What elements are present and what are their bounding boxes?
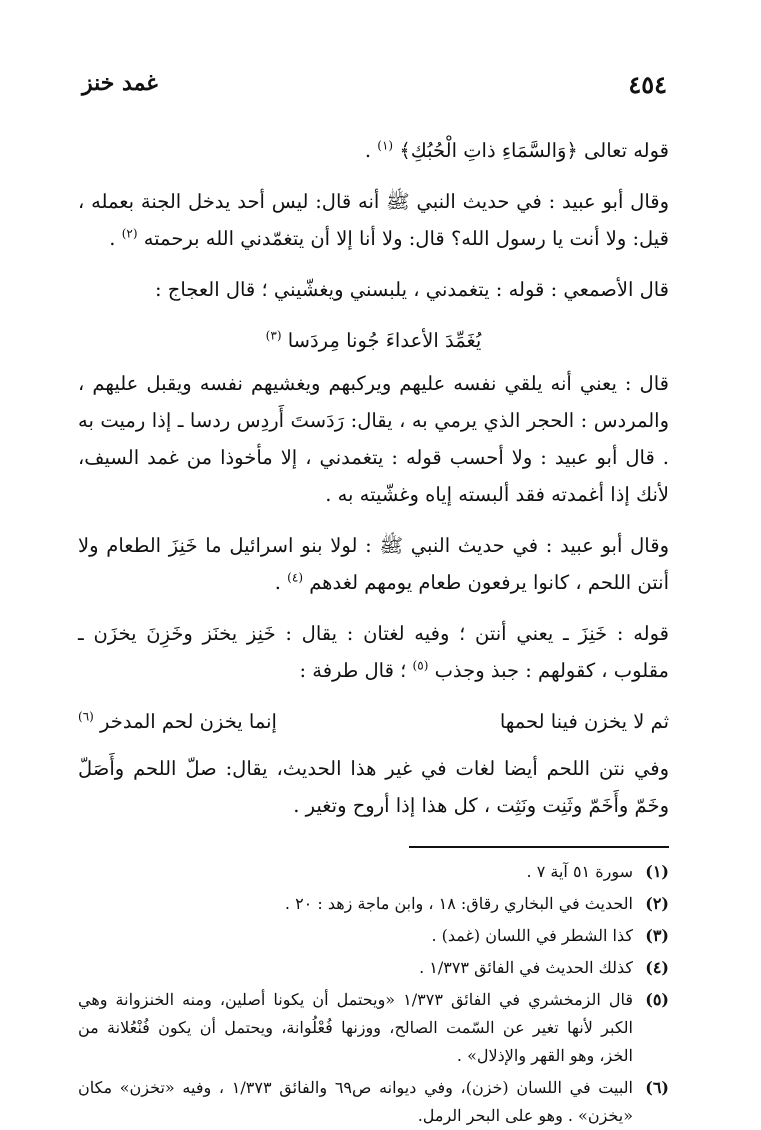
footnote-number: (١) <box>645 862 669 881</box>
main-text <box>78 132 669 824</box>
paragraph-1: قوله تعالى ﴿وَالسَّمَاءِ ذاتِ الْحُبُكِ﴾ $^{(١)}$ . <box>364 138 669 162</box>
footnote-number: (٣) <box>645 926 669 945</box>
footnote <box>78 858 669 886</box>
paragraph-7: وفي نتن اللحم أيضا لغات في غير هذا الحديث، يقال: صلّ اللحم وأَصَلّ وخَمّ وأَخَمّ وثَنِت ونَثِت ، كل هذا إذا أروح وتغير . <box>78 757 669 817</box>
footnote-ref-6[interactable]: (٦) <box>78 709 94 724</box>
footnote-ref-3[interactable]: (٣) <box>265 328 282 343</box>
footnotes <box>78 858 669 1130</box>
verse-line: يُغَمِّدَ الأعداءَ جُونا مِردَسا $^{(٣)}$ <box>265 328 482 352</box>
footnote-text: سورة ٥١ آية ٧ . <box>526 862 633 881</box>
footnote-text: كذلك الحديث في الفائق ١/٣٧٣ . <box>419 958 633 977</box>
couplet-second-hemistich: إنما يخزن لحم المدخر $^{(٦)}$ <box>78 709 277 733</box>
footnote-ref-1[interactable]: (١) <box>377 138 394 153</box>
footnote-text: الحديث في البخاري رقاق: ١٨ ، وابن ماجة زهد : ٢٠ . <box>284 894 633 913</box>
running-head: غمد خنز <box>82 70 158 96</box>
footnote-text: البيت في اللسان (خزن)، وفي ديوانه ص٦٩ والفائق ١/٣٧٣ ، وفيه «تخزن» مكان «يخزن» . وهو على البحر الرمل. <box>78 1078 633 1125</box>
footnote-number: (٢) <box>645 894 669 913</box>
paragraph-6: قوله : خَنِزَ ـ يعني أنتن ؛ وفيه لغتان : يقال : خَنِز يخنَز وخَزِنَ يخزَن ـ مقلوب ، كقولهم : جبذ وجذب $^{(٥)}$ ؛ قال طرفة : <box>78 622 669 682</box>
footnote-text: قال الزمخشري في الفائق ١/٣٧٣ «ويحتمل أن يكونا أصلين، ومنه الخنزوانة وهي الكبر لأنها تغير عن السّمت الصالح، ووزنها فُعْلُوانة، ويحتمل أن يكون فُنْعُلانة من الخز، وهو القهر والإذلال» . <box>78 990 633 1065</box>
footnote-ref-2[interactable]: (٢) <box>121 226 138 241</box>
couplet-first-hemistich: ثم لا يخزن فينا لحمها <box>499 710 669 733</box>
footnote-number: (٤) <box>645 958 669 977</box>
paragraph-5: وقال أبو عبيد : في حديث النبي ﷺ : لولا بنو اسرائيل ما خَنِزَ الطعام ولا أنتن اللحم ، كانوا يرفعون طعام يومهم لغدهم $^{(٤)}$ . <box>78 534 669 594</box>
footnote-text: كذا الشطر في اللسان (غمد) . <box>431 926 633 945</box>
footnote-number: (٦) <box>645 1078 669 1097</box>
footnote-ref-4[interactable]: (٤) <box>287 570 303 585</box>
page-header <box>78 62 669 102</box>
poetry-couplet <box>78 703 669 740</box>
footnote <box>78 954 669 982</box>
paragraph-3: قال الأصمعي : قوله : يتغمدني ، يلبسني ويغشّيني ؛ قال العجاج : <box>154 278 669 301</box>
footnote-divider <box>409 846 669 848</box>
footnote-ref-5[interactable]: (٥) <box>412 658 429 673</box>
page-number: ٤٥٤ <box>628 70 667 99</box>
footnote <box>78 1074 669 1130</box>
paragraph-4: قال : يعني أنه يلقي نفسه عليهم ويركبهم ويغشيهم نفسه ويقبل عليهم ، والمردس : الحجر الذي يرمي به ، يقال: رَدَستَ أَردِس ردسا ـ إذا رميت به . قال أبو عبيد : ولا أحسب قوله : يتغمدني ، إلا مأخوذا من غمد السيف، لأنك إذا أغمدته فقد ألبسته إياه وغشّيته به . <box>78 372 669 506</box>
paragraph-2: وقال أبو عبيد : في حديث النبي ﷺ أنه قال: ليس أحد يدخل الجنة بعمله ، قيل: ولا أنت يا رسول الله؟ قال: ولا أنا إلا أن يتغمّدني الله برحمته $^{(٢)}$ . <box>78 190 669 250</box>
footnote <box>78 922 669 950</box>
footnote <box>78 986 669 1070</box>
footnote-number: (٥) <box>645 990 669 1009</box>
footnote <box>78 890 669 918</box>
